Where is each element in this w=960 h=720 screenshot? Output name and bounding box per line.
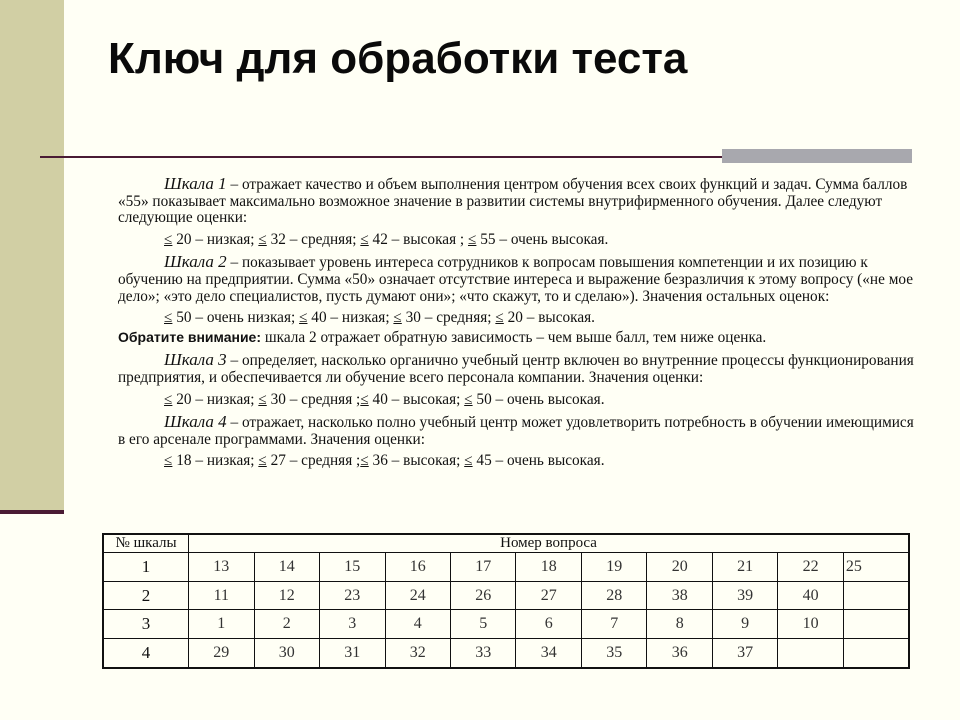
- scale-4-description: [118, 414, 918, 448]
- question-cell: 3: [320, 610, 385, 639]
- range-text: 40 – низкая;: [307, 309, 394, 327]
- question-cell: 27: [516, 581, 581, 610]
- range-text: 32 – средняя;: [266, 230, 361, 248]
- le-sign: ≤: [360, 230, 369, 248]
- le-sign: ≤: [258, 230, 267, 248]
- scale-1-description: [118, 176, 918, 227]
- header-scale-number: № шкалы: [103, 534, 189, 553]
- scale-number-cell: 2: [103, 581, 189, 610]
- page-title: Ключ для обработки теста: [108, 34, 688, 83]
- question-cell: 2: [254, 610, 319, 639]
- range-text: 20 – низкая;: [172, 390, 259, 408]
- question-cell: 6: [516, 610, 581, 639]
- le-sign: ≤: [164, 390, 173, 408]
- question-cell: 25: [843, 553, 909, 582]
- question-cell: 22: [778, 553, 843, 582]
- question-cell: 11: [189, 581, 254, 610]
- le-sign: ≤: [258, 452, 267, 470]
- range-text: 55 – очень высокая.: [476, 230, 609, 248]
- table-header-row: [103, 534, 909, 553]
- question-cell: 8: [647, 610, 712, 639]
- attention-note: [118, 329, 918, 347]
- question-cell: [843, 581, 909, 610]
- question-cell: 15: [320, 553, 385, 582]
- question-cell: 20: [647, 553, 712, 582]
- question-cell: [843, 639, 909, 668]
- question-cell: 13: [189, 553, 254, 582]
- scale-2-description: [118, 254, 918, 305]
- header-question-number: Номер вопроса: [189, 534, 909, 553]
- scale-number-cell: 3: [103, 610, 189, 639]
- question-cell: 38: [647, 581, 712, 610]
- scale-3-description: [118, 352, 918, 386]
- left-bar-underline: [0, 510, 64, 514]
- le-sign: ≤: [360, 452, 369, 470]
- question-cell: 23: [320, 581, 385, 610]
- scale-number-cell: 4: [103, 639, 189, 668]
- table-row: [103, 639, 909, 668]
- question-cell: 34: [516, 639, 581, 668]
- question-cell: 4: [385, 610, 450, 639]
- le-sign: ≤: [258, 390, 267, 408]
- question-cell: 35: [581, 639, 646, 668]
- question-cell: 24: [385, 581, 450, 610]
- scale-descriptions: [118, 176, 918, 470]
- scale-text: – отражает, насколько полно учебный центр может удовлетворить потребность в обучении имеющимися в его арсенале программами. Значения оценки:: [118, 414, 914, 448]
- table-row: [103, 553, 909, 582]
- le-sign: ≤: [164, 309, 173, 327]
- range-text: 18 – низкая;: [172, 452, 259, 470]
- le-sign: ≤: [164, 452, 173, 470]
- range-text: 50 – очень низкая;: [172, 309, 300, 327]
- le-sign: ≤: [393, 309, 402, 327]
- question-cell: 28: [581, 581, 646, 610]
- question-cell: 21: [712, 553, 777, 582]
- range-text: 30 – средняя ;: [266, 390, 361, 408]
- scale-text: – показывает уровень интереса сотрудников к вопросам повышения компетенции и их позицию к обучению на предприятии. Сумма «50» означает отсутствие интереса и выражение безразличия к этому вопросу («не мое дело»; «это дело специалистов, пусть думают они»; «что скажут, то и сделаю»). Значения остальных оценок:: [118, 254, 914, 305]
- scale-number-cell: 1: [103, 553, 189, 582]
- question-cell: 32: [385, 639, 450, 668]
- divider-accent-block: [722, 149, 912, 163]
- table-row: [103, 610, 909, 639]
- question-cell: 36: [647, 639, 712, 668]
- question-cell: 39: [712, 581, 777, 610]
- question-cell: 19: [581, 553, 646, 582]
- scale-label: Шкала 1: [164, 174, 227, 193]
- question-cell: 40: [778, 581, 843, 610]
- le-sign: ≤: [495, 309, 504, 327]
- range-text: 50 – очень высокая.: [472, 390, 605, 408]
- scale-label: Шкала 2: [164, 252, 227, 272]
- scale-label: Шкала 3: [164, 350, 227, 370]
- answer-key-table: [102, 533, 910, 669]
- question-cell: [843, 610, 909, 639]
- question-cell: 12: [254, 581, 319, 610]
- scale-1-ranges: [118, 232, 918, 249]
- question-cell: 37: [712, 639, 777, 668]
- scale-text: – определяет, насколько органично учебный центр включен во внутренние процессы функционирования предприятия, и обеспечивается ли обучение всего персонала компании. Значения оценки:: [118, 352, 914, 386]
- question-cell: [778, 639, 843, 668]
- question-cell: 26: [451, 581, 516, 610]
- scale-2-ranges: [118, 310, 918, 327]
- left-accent-bar: [0, 0, 64, 512]
- question-cell: 30: [254, 639, 319, 668]
- question-cell: 18: [516, 553, 581, 582]
- range-text: 45 – очень высокая.: [472, 452, 605, 470]
- question-cell: 31: [320, 639, 385, 668]
- scale-label: Шкала 4: [164, 412, 227, 432]
- range-text: 30 – средняя;: [401, 309, 496, 327]
- note-text: шкала 2 отражает обратную зависимость – чем выше балл, тем ниже оценка.: [261, 328, 767, 346]
- table-row: [103, 581, 909, 610]
- question-cell: 10: [778, 610, 843, 639]
- le-sign: ≤: [299, 309, 308, 327]
- range-text: 40 – высокая;: [368, 390, 465, 408]
- le-sign: ≤: [360, 390, 369, 408]
- scale-text: – отражает качество и объем выполнения центром обучения всех своих функций и задач. Сумма баллов «55» показывает максимально возможное значение в развитии системы внутрифирменного обучения. Далее следуют следующие оценки:: [118, 176, 908, 227]
- question-cell: 17: [451, 553, 516, 582]
- question-cell: 5: [451, 610, 516, 639]
- question-cell: 1: [189, 610, 254, 639]
- question-cell: 16: [385, 553, 450, 582]
- le-sign: ≤: [164, 230, 173, 248]
- scale-4-ranges: [118, 453, 918, 470]
- scale-3-ranges: [118, 392, 918, 409]
- question-cell: 29: [189, 639, 254, 668]
- range-text: 20 – низкая;: [172, 230, 259, 248]
- range-text: 20 – высокая.: [503, 309, 595, 327]
- range-text: 42 – высокая ;: [368, 230, 468, 248]
- note-label: Обратите внимание:: [118, 328, 262, 345]
- range-text: 36 – высокая;: [368, 452, 465, 470]
- le-sign: ≤: [464, 390, 473, 408]
- question-cell: 9: [712, 610, 777, 639]
- le-sign: ≤: [468, 230, 477, 248]
- question-cell: 7: [581, 610, 646, 639]
- question-cell: 33: [451, 639, 516, 668]
- le-sign: ≤: [464, 452, 473, 470]
- range-text: 27 – средняя ;: [266, 452, 361, 470]
- question-cell: 14: [254, 553, 319, 582]
